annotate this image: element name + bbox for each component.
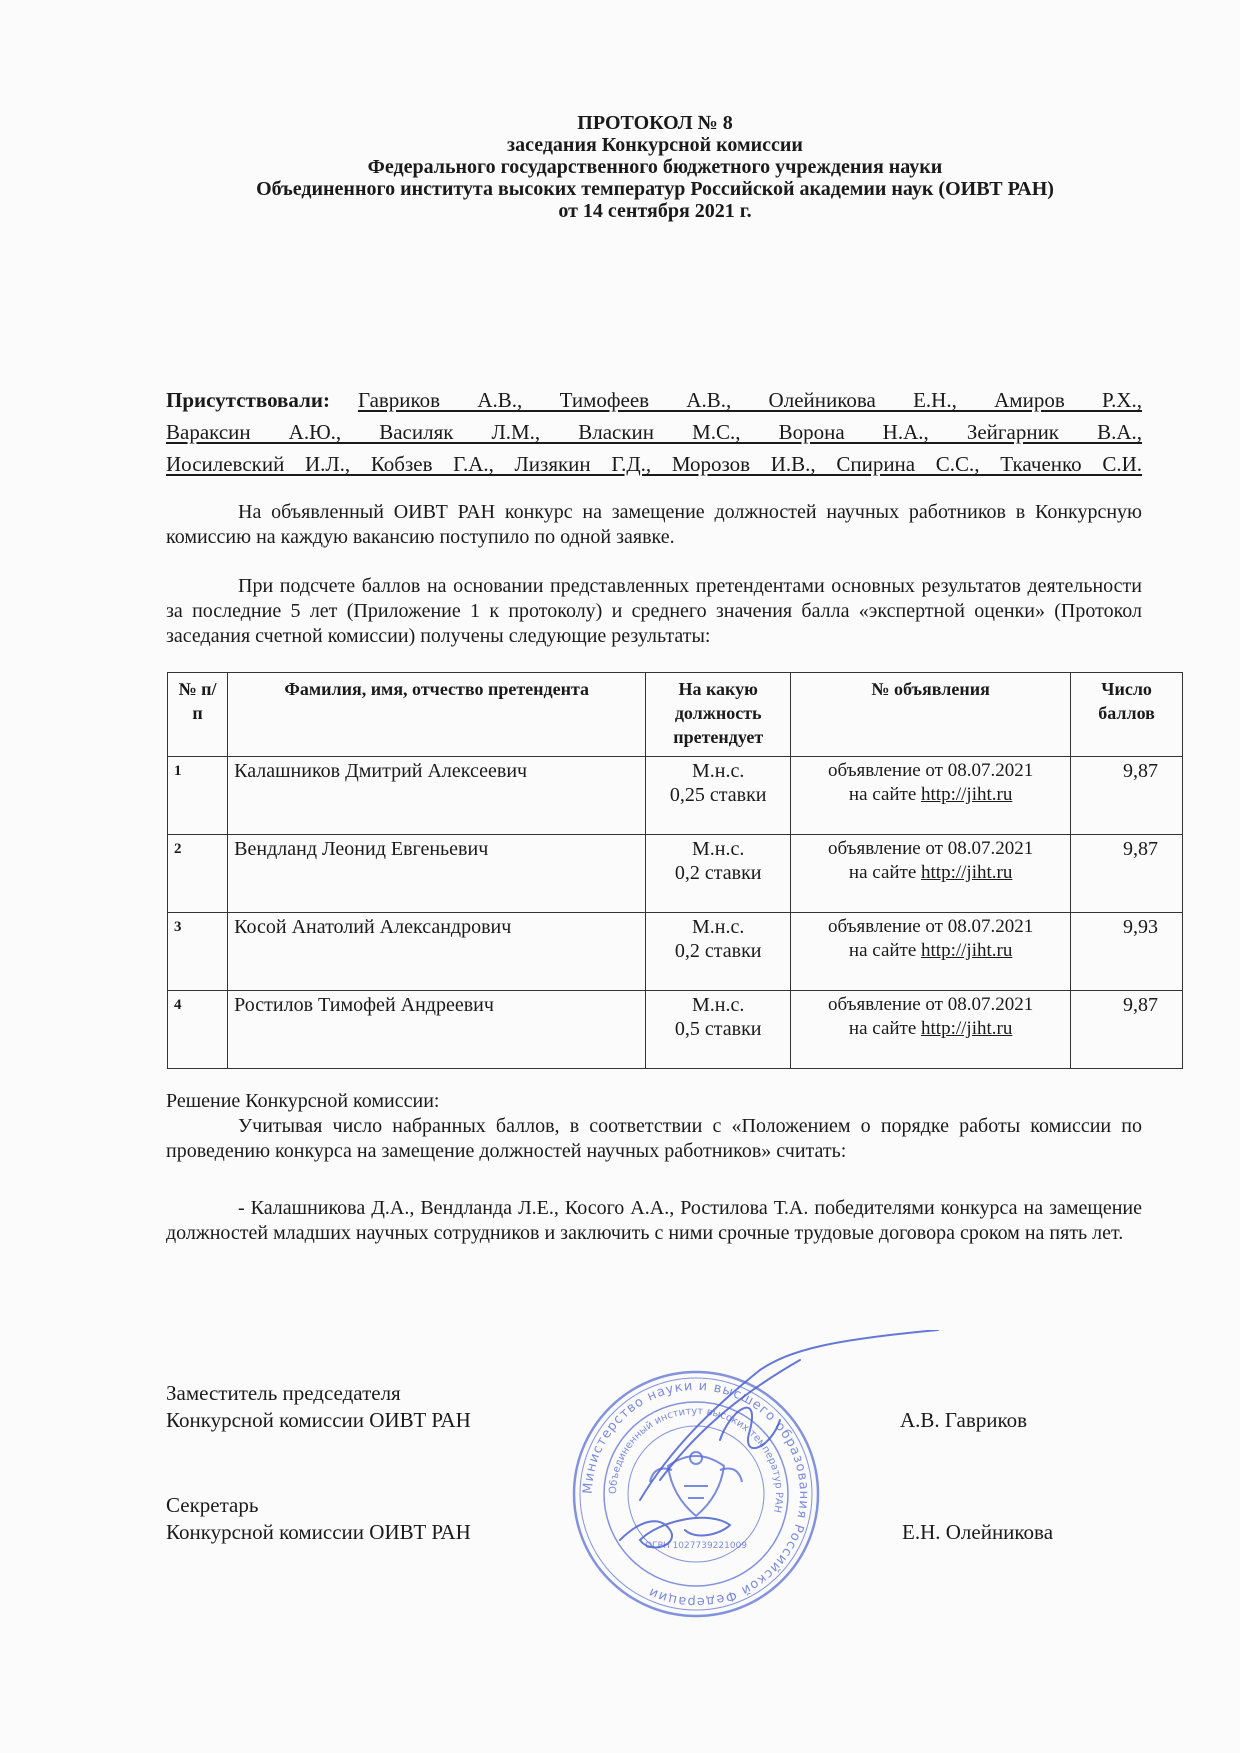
row-position-title: М.н.с. xyxy=(692,838,745,860)
row-name: Косой Анатолий Александрович xyxy=(228,913,646,991)
decision-paragraph xyxy=(166,1114,1142,1164)
deputy-title-line2: Конкурсной комиссии ОИВТ РАН xyxy=(166,1408,471,1432)
row-score: 9,87 xyxy=(1071,757,1183,835)
paragraph-scoring xyxy=(166,574,1142,649)
attendance-line-3: Иосилевский И.Л., Кобзев Г.А., Лизякин Г.Д., Морозов И.В., Спирина С.С., Ткаченко С.И. xyxy=(166,452,1142,476)
row-position-title: М.н.с. xyxy=(692,994,745,1016)
row-position xyxy=(646,835,791,913)
row-num: 2 xyxy=(168,835,228,913)
deputy-chair-title xyxy=(166,1380,471,1434)
paragraph-applications-text: На объявленный ОИВТ РАН конкурс на замещение должностей научных работников в Конкурсную комиссию на каждую вакансию поступило по одной заявке. xyxy=(166,501,1142,548)
document-header xyxy=(160,112,1150,222)
row-num: 4 xyxy=(168,991,228,1069)
header-organization: Федерального государственного бюджетного учреждения науки xyxy=(367,156,943,178)
header-score: Число баллов xyxy=(1071,673,1183,757)
table-row xyxy=(168,913,1183,991)
row-announcement-date: объявление от 08.07.2021 xyxy=(828,916,1034,937)
row-position-rate: 0,5 ставки xyxy=(674,1018,762,1040)
paragraph-scoring-text: При подсчете баллов на основании представленных претендентами основных результатов деятельности за последние 5 лет (Приложение 1 к протоколу) и среднего значения балла «экспертной оценки» (Протокол заседания счетной комиссии) получены следующие результаты: xyxy=(166,575,1142,647)
header-position: На какую должность претендует xyxy=(646,673,791,757)
row-announcement-date: объявление от 08.07.2021 xyxy=(828,838,1034,859)
row-score: 9,87 xyxy=(1071,991,1183,1069)
secretary-signature-icon xyxy=(620,1518,730,1548)
row-position xyxy=(646,991,791,1069)
header-institute: Объединенного института высоких температур Российской академии наук (ОИВТ РАН) xyxy=(256,178,1054,200)
results-table xyxy=(167,672,1183,1069)
row-position xyxy=(646,913,791,991)
table-header-row xyxy=(168,673,1183,757)
deputy-signature-icon xyxy=(640,1330,938,1500)
row-announcement xyxy=(791,991,1071,1069)
row-announcement-date: объявление от 08.07.2021 xyxy=(828,994,1034,1015)
attendance-block xyxy=(166,384,1142,480)
row-name: Ростилов Тимофей Андреевич xyxy=(228,991,646,1069)
decision-winners xyxy=(166,1196,1142,1246)
row-announcement-site: на сайте xyxy=(848,784,917,805)
table-row xyxy=(168,835,1183,913)
announcement-link[interactable]: http://jiht.ru xyxy=(921,784,1013,805)
secretary-title xyxy=(166,1492,471,1546)
table-row xyxy=(168,757,1183,835)
secretary-title-line2: Конкурсной комиссии ОИВТ РАН xyxy=(166,1520,471,1544)
secretary-title-line1: Секретарь xyxy=(166,1493,259,1517)
attendance-label: Присутствовали: xyxy=(166,388,330,412)
row-announcement-site: на сайте xyxy=(848,1018,917,1039)
row-position xyxy=(646,757,791,835)
deputy-chair-name: А.В. Гавриков xyxy=(900,1408,1028,1432)
row-announcement xyxy=(791,757,1071,835)
row-announcement xyxy=(791,835,1071,913)
row-score: 9,87 xyxy=(1071,835,1183,913)
paragraph-applications xyxy=(166,500,1142,550)
header-num: № п/п xyxy=(168,673,228,757)
row-score: 9,93 xyxy=(1071,913,1183,991)
row-announcement-date: объявление от 08.07.2021 xyxy=(828,760,1034,781)
stamp-outer-text: Министерство науки и высшего образования Российской Федерации xyxy=(580,1378,812,1610)
row-position-rate: 0,2 ставки xyxy=(674,940,762,962)
row-position-rate: 0,25 ставки xyxy=(669,784,767,806)
stamp-inner-text: Объединенный институт высоких температур РАН xyxy=(607,1405,785,1514)
stamp-ogrn: ОГРН 1027739221009 xyxy=(644,1541,748,1551)
table-row xyxy=(168,991,1183,1069)
header-date: от 14 сентября 2021 г. xyxy=(558,200,752,222)
header-name: Фамилия, имя, отчество претендента xyxy=(228,673,646,757)
secretary-name: Е.Н. Олейникова xyxy=(902,1520,1054,1544)
signature-marks xyxy=(600,1330,940,1560)
attendance-line-2: Вараксин А.Ю., Василяк Л.М., Власкин М.С., Ворона Н.А., Зейгарник В.А., xyxy=(166,420,1142,444)
row-announcement xyxy=(791,913,1071,991)
announcement-link[interactable]: http://jiht.ru xyxy=(921,862,1013,883)
announcement-link[interactable]: http://jiht.ru xyxy=(921,1018,1013,1039)
decision-title: Решение Конкурсной комиссии: xyxy=(166,1090,440,1112)
decision-paragraph-text: Учитывая число набранных баллов, в соответствии с «Положением о порядке работы комиссии по проведению конкурса на замещение должностей научных работников» считать: xyxy=(166,1115,1142,1162)
row-position-title: М.н.с. xyxy=(692,916,745,938)
announcement-link[interactable]: http://jiht.ru xyxy=(921,940,1013,961)
row-name: Калашников Дмитрий Алексеевич xyxy=(228,757,646,835)
decision-winners-text: - Калашникова Д.А., Вендланда Л.Е., Косого А.А., Ростилова Т.А. победителями конкурса на замещение должностей младших научных сотрудников и заключить с ними срочные трудовые договора сроком на пять лет. xyxy=(166,1197,1142,1244)
row-position-rate: 0,2 ставки xyxy=(674,862,762,884)
attendance-line-1: Гавриков А.В., Тимофеев А.В., Олейникова Е.Н., Амиров Р.Х., xyxy=(357,388,1142,412)
deputy-title-line1: Заместитель председателя xyxy=(166,1381,401,1405)
row-num: 3 xyxy=(168,913,228,991)
row-position-title: М.н.с. xyxy=(692,760,745,782)
header-announcement: № объявления xyxy=(791,673,1071,757)
protocol-title: ПРОТОКОЛ № 8 xyxy=(577,112,733,134)
row-announcement-site: на сайте xyxy=(848,862,917,883)
row-name: Вендланд Леонид Евгеньевич xyxy=(228,835,646,913)
header-subtitle: заседания Конкурсной комиссии xyxy=(507,134,803,156)
row-num: 1 xyxy=(168,757,228,835)
row-announcement-site: на сайте xyxy=(848,940,917,961)
